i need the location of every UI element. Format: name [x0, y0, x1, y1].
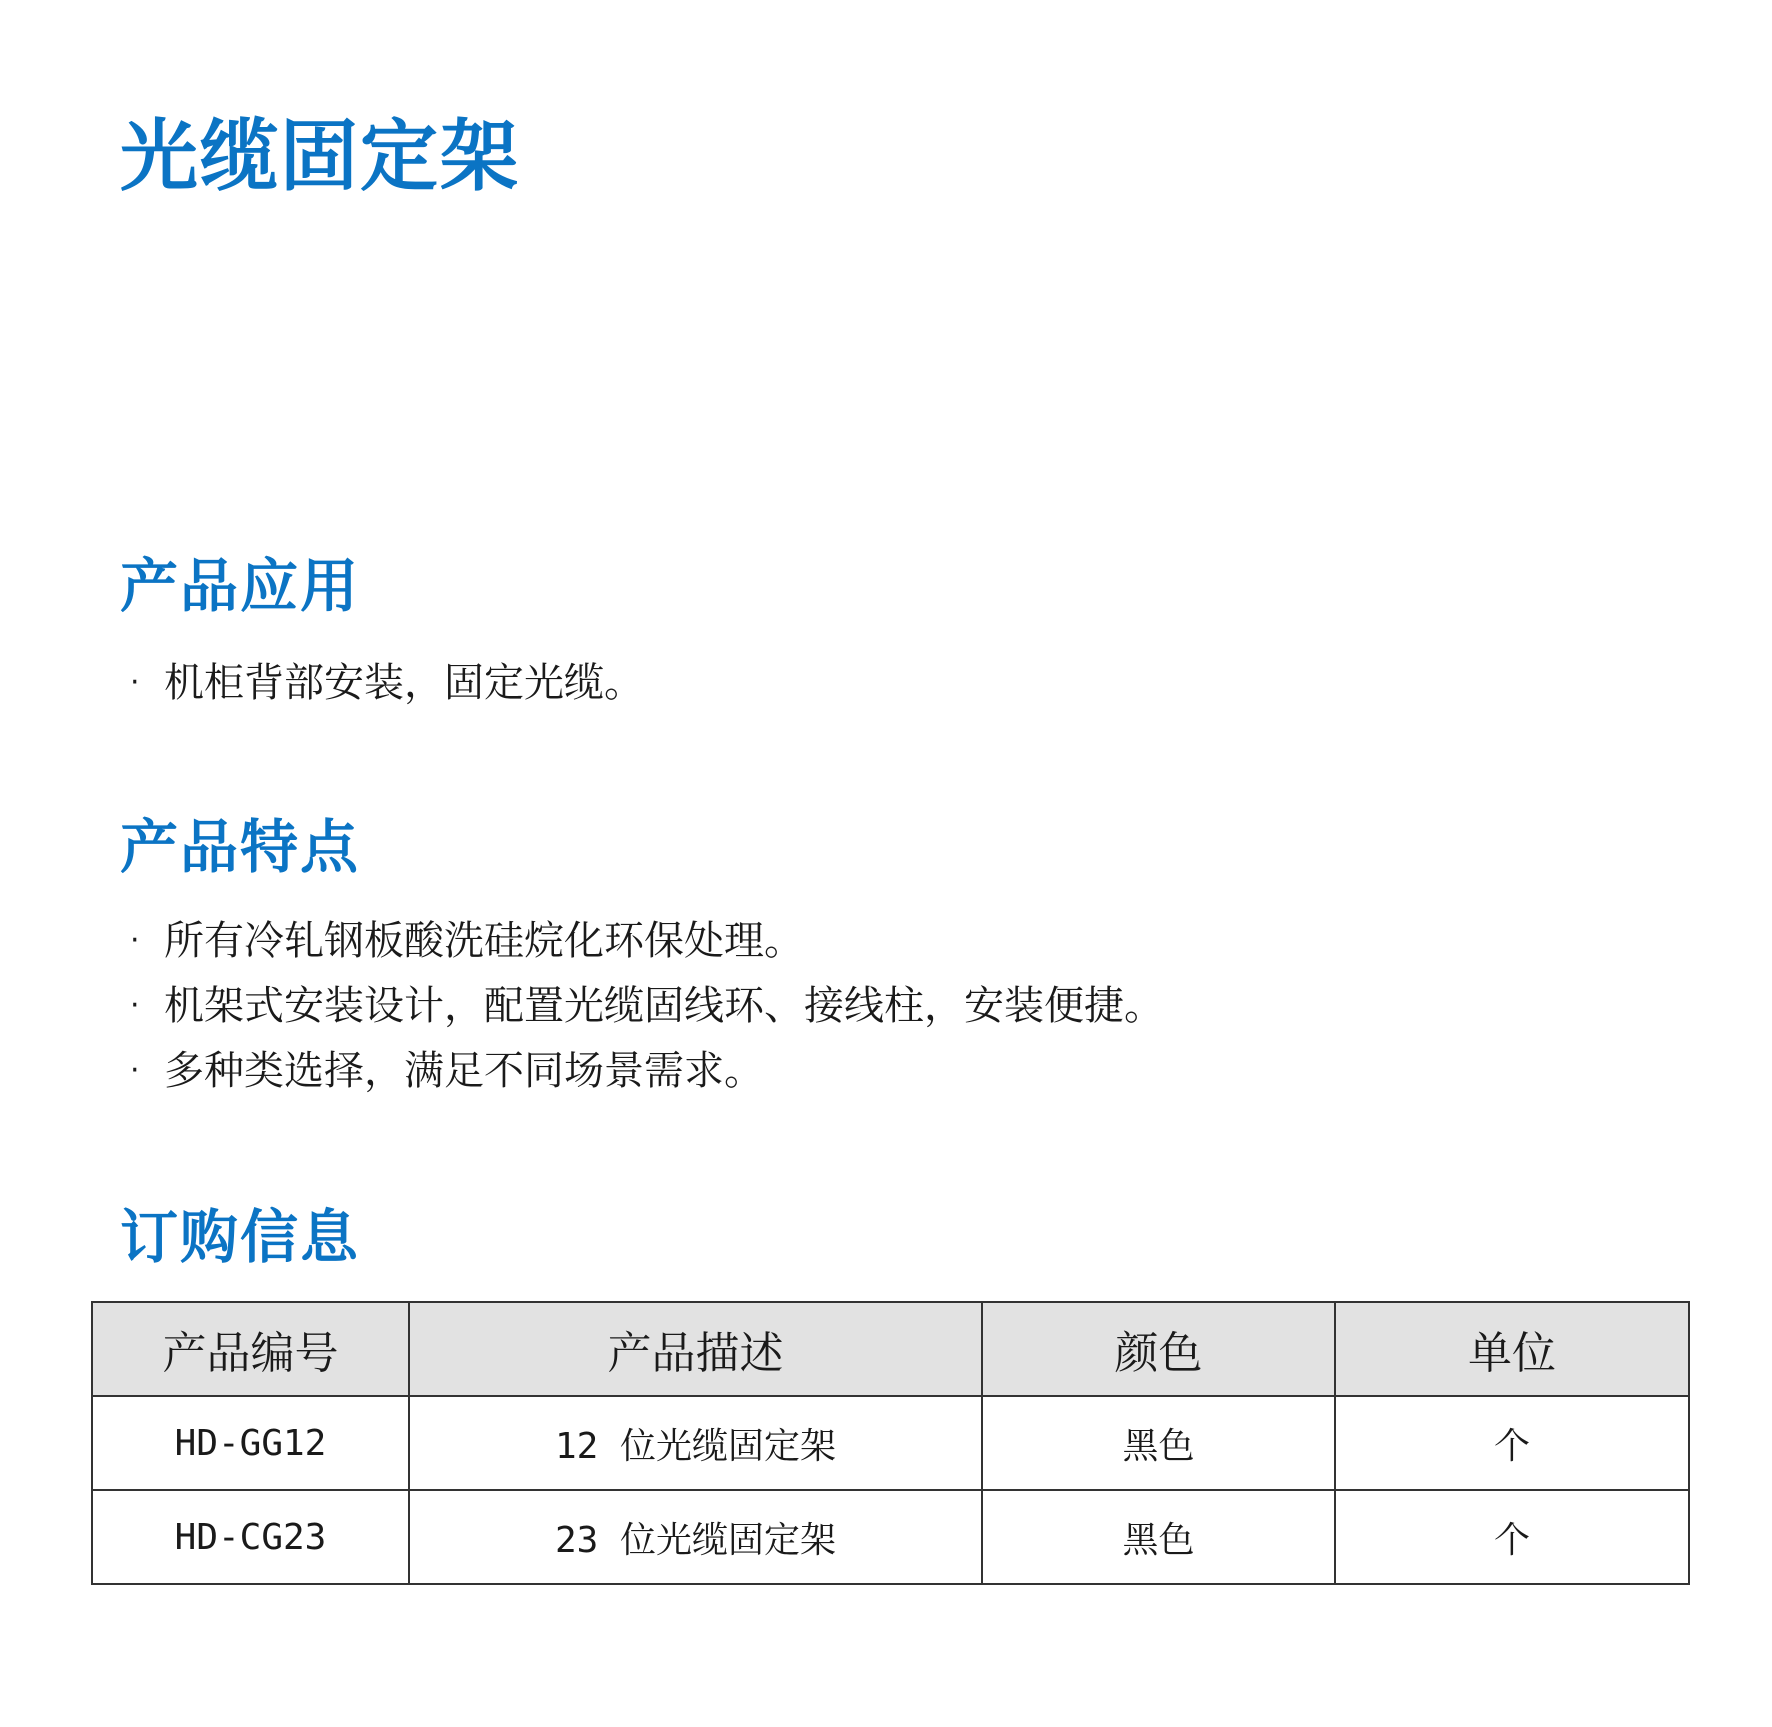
cell-description: 12 位光缆固定架: [409, 1396, 982, 1490]
bullet-icon: ·: [130, 1053, 140, 1088]
bullet-icon: ·: [130, 665, 140, 700]
table-row: [92, 1396, 1689, 1490]
list-item: · 多种类选择，满足不同场景需求。: [130, 1038, 1164, 1103]
cell-description: 23 位光缆固定架: [409, 1490, 982, 1584]
column-header-description: 产品描述: [409, 1302, 982, 1396]
list-item: · 机柜背部安装，固定光缆。: [130, 650, 644, 715]
table-row: [92, 1490, 1689, 1584]
ordering-table: [91, 1301, 1690, 1585]
features-list: [130, 908, 1164, 1103]
column-header-color: 颜色: [982, 1302, 1335, 1396]
application-heading: 产品应用: [120, 552, 361, 620]
cell-color: 黑色: [982, 1396, 1335, 1490]
bullet-icon: ·: [130, 923, 140, 958]
cell-color: 黑色: [982, 1490, 1335, 1584]
page-title: 光缆固定架: [120, 112, 521, 202]
application-list: [130, 650, 644, 715]
table-header-row: [92, 1302, 1689, 1396]
features-heading: 产品特点: [120, 813, 361, 881]
column-header-unit: 单位: [1335, 1302, 1689, 1396]
column-header-code: 产品编号: [92, 1302, 409, 1396]
cell-code: HD-GG12: [92, 1396, 409, 1490]
cell-unit: 个: [1335, 1490, 1689, 1584]
cell-code: HD-CG23: [92, 1490, 409, 1584]
bullet-icon: ·: [130, 988, 140, 1023]
list-item: · 机架式安装设计，配置光缆固线环、接线柱，安装便捷。: [130, 973, 1164, 1038]
cell-unit: 个: [1335, 1396, 1689, 1490]
list-item: · 所有冷轧钢板酸洗硅烷化环保处理。: [130, 908, 1164, 973]
ordering-heading: 订购信息: [120, 1203, 361, 1271]
